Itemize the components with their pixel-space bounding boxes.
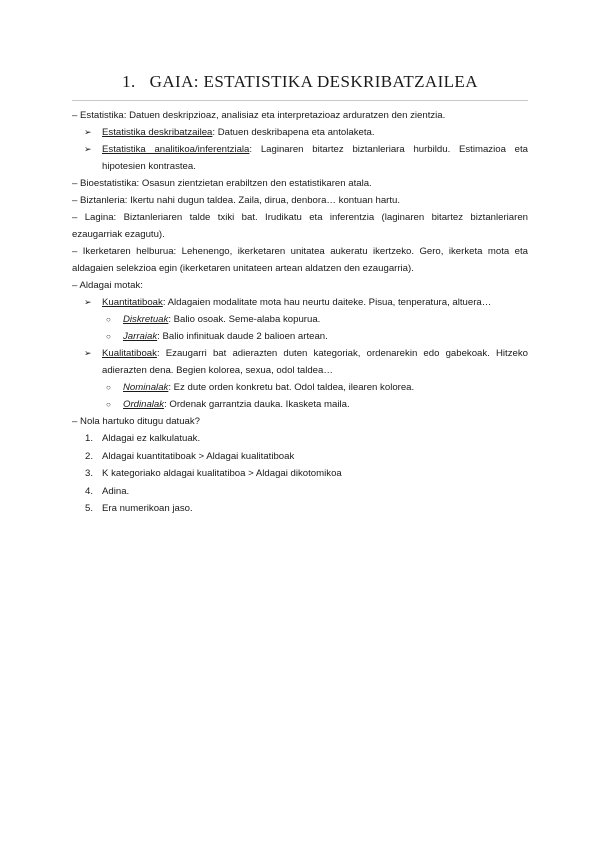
circle-bullet-icon: ○ bbox=[106, 315, 111, 324]
item-lagina: – Lagina: Biztanleriaren talde txiki bat. Irudikatu eta inferentzia (laginaren bitartez biztanleriaren ezaugarriak ezagutu). bbox=[72, 212, 528, 240]
subitem-deskribatzailea: ➢ Estatistika deskribatzailea: Datuen deskribapena eta antolaketa. bbox=[72, 124, 528, 141]
item-text: Nola hartuko ditugu datuak? bbox=[80, 416, 201, 427]
list-number: 5. bbox=[85, 503, 94, 514]
term: Kuantitatiboak bbox=[102, 297, 163, 308]
item-text: Estatistika: Datuen deskripzioaz, analisiaz eta interpretazioaz arduratzen den zientzia. bbox=[80, 110, 446, 121]
term: Estatistika analitikoa/inferentziala bbox=[102, 144, 250, 155]
list-item: 2. Aldagai kuantitatiboak > Aldagai kualitatiboak bbox=[72, 448, 528, 466]
arrow-bullet-icon: ➢ bbox=[84, 127, 92, 137]
subsubitem-nominalak: ○ Nominalak: Ez dute orden konkretu bat. Odol taldea, ilearen kolorea. bbox=[72, 379, 528, 396]
term: Nominalak bbox=[123, 382, 169, 393]
list-number: 1. bbox=[85, 433, 94, 444]
subsubitem-jarraiak: ○ Jarraiak: Balio infinituak daude 2 balioen artean. bbox=[72, 328, 528, 345]
subsubitem-diskretuak: ○ Diskretuak: Balio osoak. Seme-alaba kopurua. bbox=[72, 311, 528, 328]
item-text: Bioestatistika: Osasun zientzietan erabiltzen den estatistikaren atala. bbox=[80, 178, 372, 189]
list-item: 3. K kategoriako aldagai kualitatiboa > Aldagai dikotomikoa bbox=[72, 465, 528, 483]
circle-bullet-icon: ○ bbox=[106, 332, 111, 341]
term: Jarraiak bbox=[123, 331, 158, 342]
item-nola: – Nola hartuko ditugu datuak? bbox=[72, 416, 201, 427]
page-title bbox=[72, 72, 528, 101]
document-body bbox=[72, 107, 528, 518]
arrow-bullet-icon: ➢ bbox=[84, 348, 92, 358]
term: Estatistika deskribatzailea bbox=[102, 127, 213, 138]
term: Ordinalak bbox=[123, 399, 165, 410]
list-item: 4. Adina. bbox=[72, 483, 528, 501]
item-text: Aldagai motak: bbox=[79, 280, 143, 291]
subsubitem-ordinalak: ○ Ordinalak: Ordenak garrantzia dauka. Ikasketa maila. bbox=[72, 396, 528, 413]
arrow-bullet-icon: ➢ bbox=[84, 297, 92, 307]
item-helburua: – Ikerketaren helburua: Lehenengo, ikerketaren unitatea aukeratu ikertzeko. Gero, ikerketa mota eta aldagaien selekzioa egin (ikerketaren unitateen artean aldatzen den ezaugarria). bbox=[72, 246, 528, 274]
item-estatistika: – Estatistika: Datuen deskripzioaz, analisiaz eta interpretazioaz arduratzen den zientzia. bbox=[72, 110, 446, 121]
circle-bullet-icon: ○ bbox=[106, 400, 111, 409]
list-item: 5. Era numerikoan jaso. bbox=[72, 500, 528, 518]
term: Diskretuak bbox=[123, 314, 169, 325]
numbered-list bbox=[72, 430, 528, 518]
item-biztanleria: – Biztanleria: Ikertu nahi dugun taldea. Zaila, dirua, denbora… kontuan hartu. bbox=[72, 195, 401, 206]
term: Kualitatiboak bbox=[102, 348, 157, 359]
item-aldagai-motak: – Aldagai motak: bbox=[72, 280, 143, 291]
item-text: Ikerketaren helburua: Lehenengo, ikerketaren unitatea aukeratu ikertzeko. Gero, ikerketa mota eta aldagaien selekzioa egin (ikerketaren unitateen artean aldatzen den ezaugarria). bbox=[72, 246, 528, 274]
subitem-kualitatiboak: ➢ Kualitatiboak: Ezaugarri bat adierazten duten kategoriak, ordenarekin edo gabekoak. Hitzeko adierazten dena. Begien kolorea, sexua, odol taldea… bbox=[72, 345, 528, 379]
list-number: 3. bbox=[85, 468, 94, 479]
item-text: Lagina: Biztanleriaren talde txiki bat. Irudikatu eta inferentzia (laginaren bitartez biztanleriaren ezaugarriak ezagutu). bbox=[72, 212, 528, 240]
list-number: 4. bbox=[85, 485, 94, 497]
item-text: Biztanleria: Ikertu nahi dugun taldea. Zaila, dirua, denbora… kontuan hartu. bbox=[80, 195, 401, 206]
arrow-bullet-icon: ➢ bbox=[84, 144, 92, 154]
title-number: 1. bbox=[122, 72, 136, 91]
list-item: 1. Aldagai ez kalkulatuak. bbox=[72, 430, 528, 448]
subitem-kuantitatiboak: ➢ Kuantitatiboak: Aldagaien modalitate mota hau neurtu daiteke. Pisua, tenperatura, altuera… bbox=[72, 294, 528, 311]
title-text: GAIA: ESTATISTIKA DESKRIBATZAILEA bbox=[149, 72, 478, 91]
item-bioestatistika: – Bioestatistika: Osasun zientzietan erabiltzen den estatistikaren atala. bbox=[72, 178, 372, 189]
subitem-analitikoa: ➢ Estatistika analitikoa/inferentziala: Laginaren bitartez biztanleriara hurbildu. Estimazioa eta hipotesien kontrastea. bbox=[72, 141, 528, 175]
list-number: 2. bbox=[85, 450, 94, 462]
circle-bullet-icon: ○ bbox=[106, 383, 111, 392]
